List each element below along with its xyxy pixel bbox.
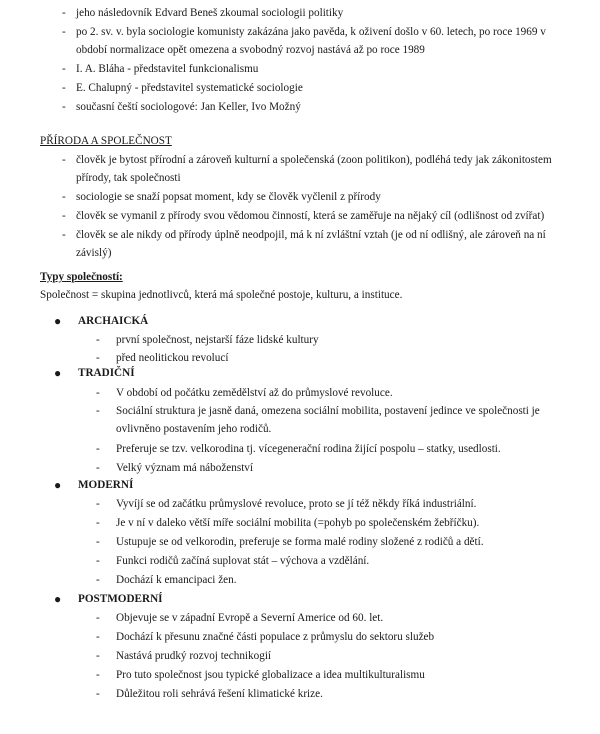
list-item: Velký význam má náboženství <box>116 462 254 474</box>
list-dash: - <box>96 498 100 510</box>
list-item: člověk se ale nikdy od přírody úplně neodpojil, má k ní zvláštní vztah (je od ní odlišný, ale zároveň na ní <box>76 229 546 241</box>
list-dash: - <box>96 517 100 529</box>
section-title-modern: MODERNÍ <box>78 479 134 491</box>
list-dash: - <box>62 63 66 75</box>
list-item: po 2. sv. v. byla sociologie komunisty zakázána jako pavěda, k oživení došlo v 60. letech, po roce 1969 v <box>76 26 546 38</box>
list-item: první společnost, nejstarší fáze lidské kultury <box>116 334 319 346</box>
list-item: Nastává prudký rozvoj technikogií <box>116 650 272 662</box>
list-dash: - <box>62 210 66 222</box>
types-definition: Společnost = skupina jednotlivců, která má společné postoje, kulturu, a instituce. <box>40 289 403 301</box>
list-item: Objevuje se v západní Evropě a Severní Americe od 60. let. <box>116 612 384 624</box>
list-item: Dochází k emancipaci žen. <box>116 574 237 586</box>
list-dash: - <box>96 612 100 624</box>
list-item: E. Chalupný - představitel systematické sociologie <box>76 82 303 94</box>
list-item: sociologie se snaží popsat moment, kdy se člověk vyčlenil z přírody <box>76 191 381 203</box>
types-heading: Typy společností: <box>40 271 123 283</box>
section-title-traditional: TRADIČNÍ <box>78 367 135 379</box>
nature-heading: PŘÍRODA A SPOLEČNOST <box>40 135 172 147</box>
list-item: jeho následovník Edvard Beneš zkoumal sociologii politiky <box>76 7 344 19</box>
list-item: V období od počátku zemědělství až do průmyslové revoluce. <box>116 387 393 399</box>
list-dash: - <box>96 405 100 417</box>
section-bullet: ● <box>54 592 62 606</box>
list-item: I. A. Bláha - představitel funkcionalismu <box>76 63 259 75</box>
list-dash: - <box>62 7 66 19</box>
list-item: současní čeští sociologové: Jan Keller, Ivo Možný <box>76 101 301 113</box>
list-item: Pro tuto společnost jsou typické globalizace a idea multikulturalismu <box>116 669 425 681</box>
list-dash: - <box>96 650 100 662</box>
list-item: Je v ní v daleko větší míře sociální mobilita (=pohyb po společenském žebříčku). <box>116 517 480 529</box>
list-dash: - <box>96 334 100 346</box>
list-item: Vyvíjí se od začátku průmyslové revoluce, proto se jí též někdy říká industriální. <box>116 498 477 510</box>
list-item-continuation: ovlivněno postavením jeho rodičů. <box>116 423 272 435</box>
list-item: Funkci rodičů začíná suplovat stát – výchova a vzdělání. <box>116 555 370 567</box>
list-dash: - <box>96 387 100 399</box>
section-title-postmodern: POSTMODERNÍ <box>78 593 163 605</box>
section-bullet: ● <box>54 478 62 492</box>
list-dash: - <box>96 688 100 700</box>
list-item: Důležitou roli sehrává řešení klimatické krize. <box>116 688 323 700</box>
section-bullet: ● <box>54 314 62 328</box>
section-title-archaic: ARCHAICKÁ <box>78 315 149 327</box>
list-dash: - <box>96 352 100 364</box>
list-dash: - <box>96 462 100 474</box>
list-item: před neolitickou revolucí <box>116 352 229 364</box>
list-dash: - <box>96 631 100 643</box>
list-dash: - <box>96 555 100 567</box>
list-dash: - <box>62 26 66 38</box>
list-item: Preferuje se tzv. velkorodina tj. vícegenerační rodina žijící pospolu – statky, usedlosti. <box>116 443 501 455</box>
list-item: člověk se vymanil z přírody svou vědomou činností, která se zaměřuje na nějaký cíl (odlišnost od zvířat) <box>76 210 545 222</box>
list-item-continuation: období normalizace opět omezena a svobodný rozvoj nastává až po roce 1989 <box>76 44 425 56</box>
section-bullet: ● <box>54 366 62 380</box>
list-dash: - <box>62 82 66 94</box>
list-dash: - <box>62 229 66 241</box>
list-item-continuation: závislý) <box>76 247 112 259</box>
list-item: Sociální struktura je jasně daná, omezena sociální mobilita, postavení jedince ve společnosti je <box>116 405 540 417</box>
list-dash: - <box>96 443 100 455</box>
list-dash: - <box>96 574 100 586</box>
list-dash: - <box>96 669 100 681</box>
list-dash: - <box>62 101 66 113</box>
list-item: Ustupuje se od velkorodin, preferuje se forma malé rodiny složené z rodičů a dětí. <box>116 536 484 548</box>
list-item: člověk je bytost přírodní a zároveň kulturní a společenská (zoon politikon), podléhá tedy jak zákonitostem <box>76 154 552 166</box>
list-dash: - <box>62 191 66 203</box>
list-item-continuation: přírody, tak společnosti <box>76 172 181 184</box>
list-item: Dochází k přesunu značné části populace z průmyslu do sektoru služeb <box>116 631 435 643</box>
list-dash: - <box>62 154 66 166</box>
list-dash: - <box>96 536 100 548</box>
